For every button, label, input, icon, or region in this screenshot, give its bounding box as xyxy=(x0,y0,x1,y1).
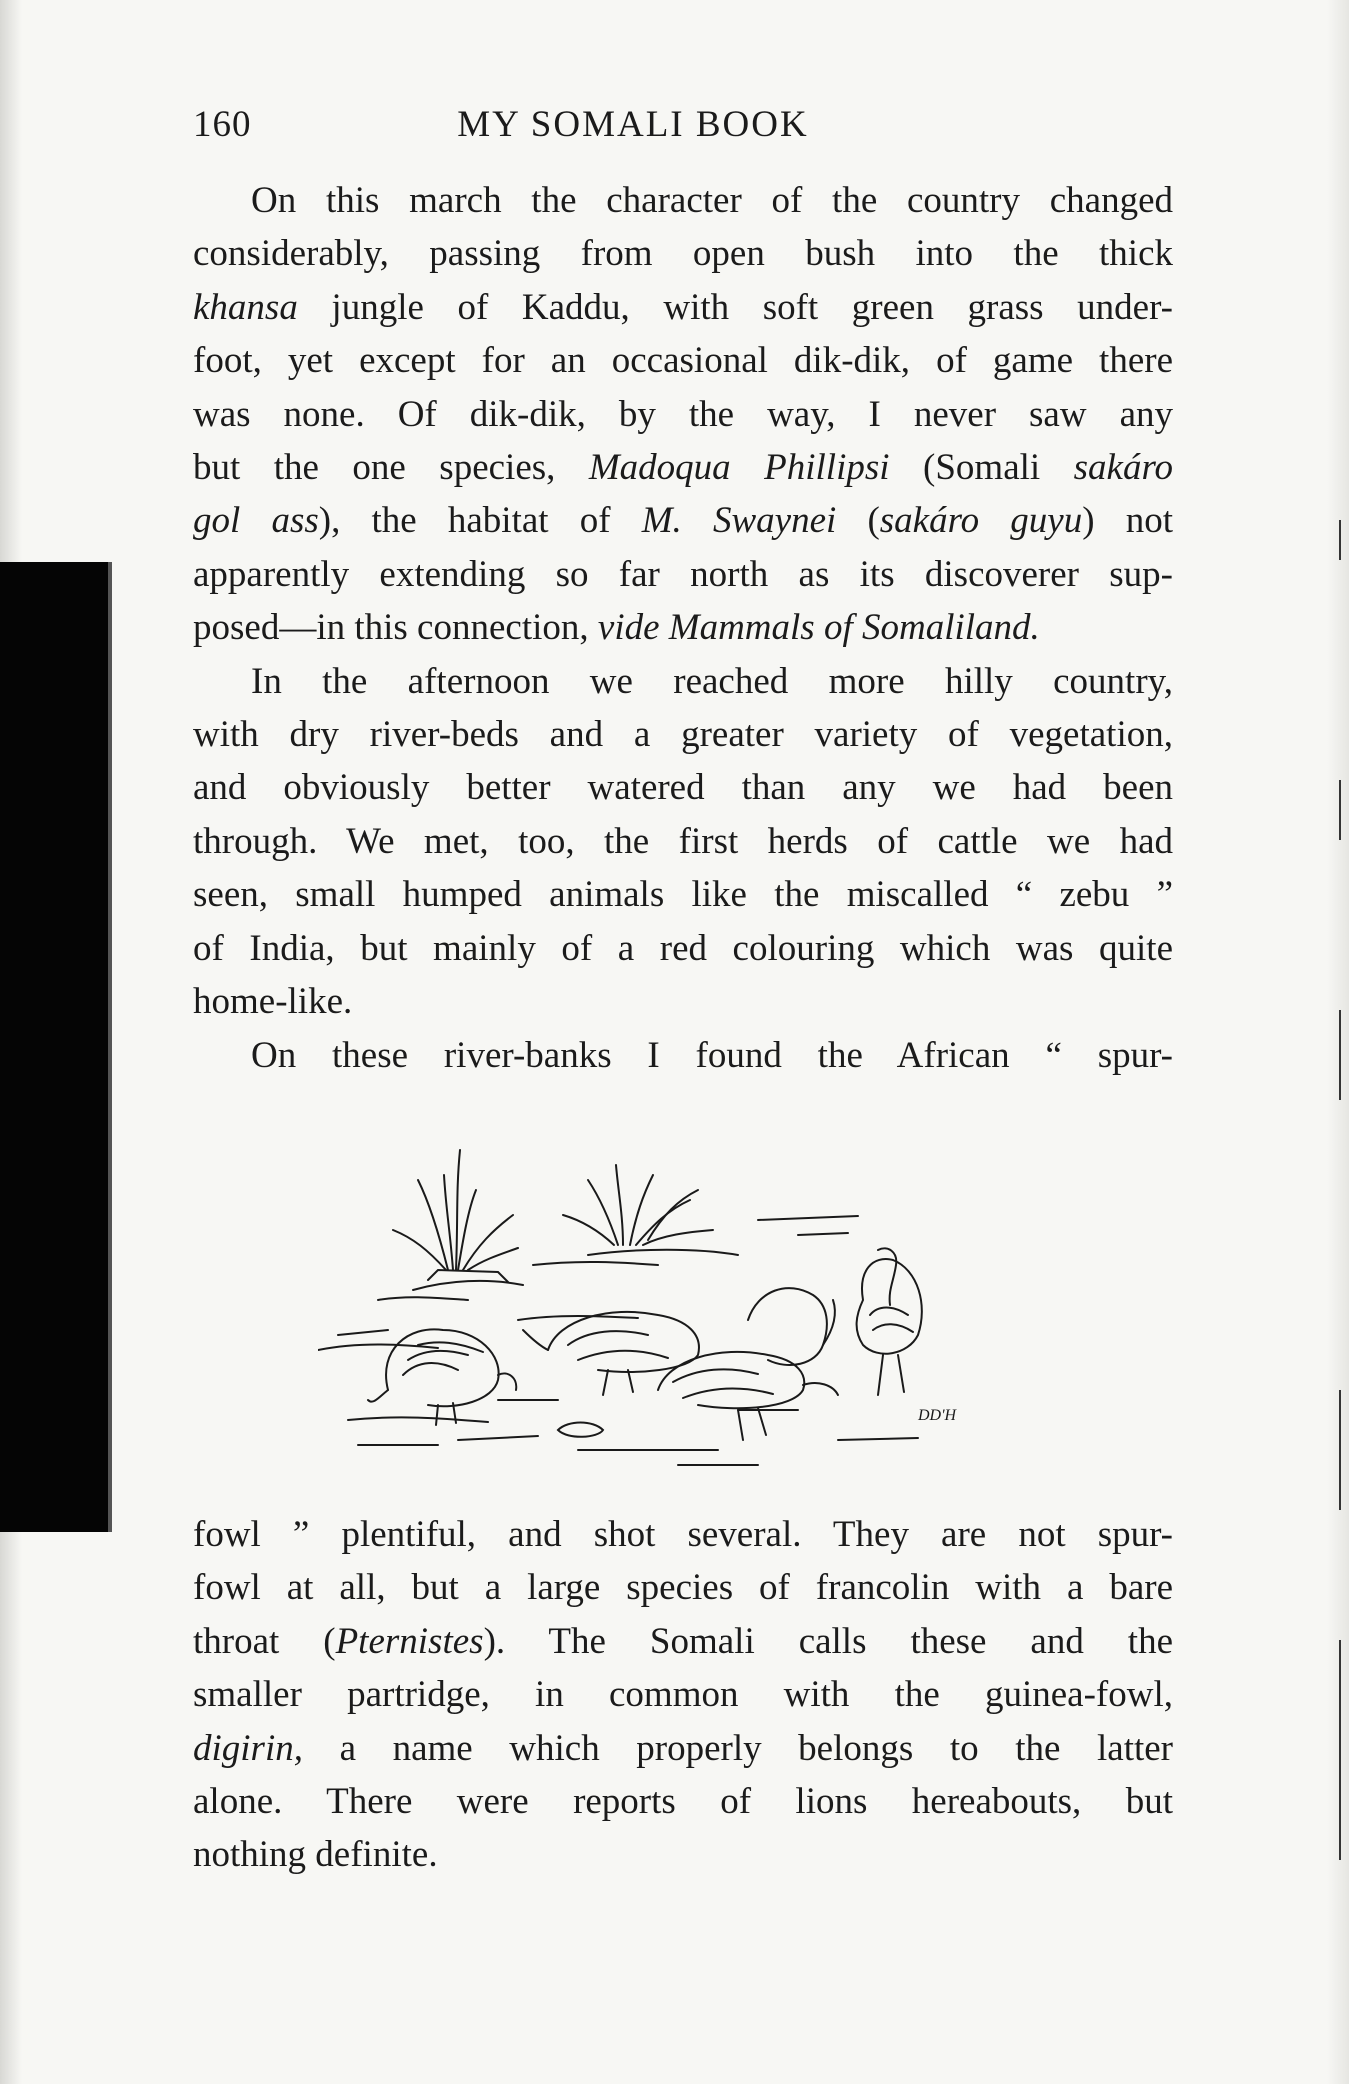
text-line: In the afternoon we reached more hilly country, xyxy=(251,660,1173,702)
illustration-signature: DD'H xyxy=(918,1407,957,1424)
text-line: On these river-banks I found the African “ spur- xyxy=(251,1034,1173,1076)
text-line: alone. There were reports of lions hereabouts, but xyxy=(193,1781,1173,1823)
water-lines xyxy=(318,1216,918,1465)
text-block-bottom xyxy=(193,1508,1173,1882)
spurfowl-illustration xyxy=(318,1120,1058,1490)
edge-mark xyxy=(1339,1010,1341,1100)
text-line: but the one species, Madoqua Phillipsi (Somali sakáro xyxy=(193,447,1173,489)
text-line: posed—in this connection, vide Mammals of Somaliland. xyxy=(193,607,1040,649)
text-line: was none. Of dik-dik, by the way, I never saw any xyxy=(193,393,1173,435)
text-line: home-like. xyxy=(193,981,353,1023)
text-line: foot, yet except for an occasional dik-dik, of game there xyxy=(193,340,1173,382)
text-line: nothing definite. xyxy=(193,1834,438,1876)
italic-khansa: khansa xyxy=(193,286,298,328)
text-line: and obviously better watered than any we had been xyxy=(193,767,1173,809)
paragraph-3 xyxy=(193,1029,1173,1082)
page-header xyxy=(193,103,1173,143)
text-line: apparently extending so far north as its discoverer sup- xyxy=(193,553,1173,595)
italic-pternistes: Pternistes xyxy=(335,1620,484,1662)
italic-species: Madoqua Phillipsi xyxy=(588,447,890,489)
black-tab xyxy=(0,562,112,1532)
text-line: gol ass), the habitat of M. Swaynei (sakáro guyu) not xyxy=(193,500,1173,542)
bird-center xyxy=(658,1352,838,1440)
text-line: fowl ” plentiful, and shot several. They are not spur- xyxy=(193,1514,1173,1555)
edge-mark xyxy=(1339,1640,1341,1860)
page-number: 160 xyxy=(193,104,252,145)
grass-tuft-right xyxy=(533,1165,738,1265)
italic-swaynei: M. Swaynei xyxy=(641,500,837,542)
paragraph-2 xyxy=(193,655,1173,1029)
edge-mark xyxy=(1339,780,1341,840)
text-line: considerably, passing from open bush into the thick xyxy=(193,233,1173,275)
running-title: MY SOMALI BOOK xyxy=(457,104,809,145)
grass-tuft-left xyxy=(378,1150,523,1300)
text-block-top xyxy=(193,174,1173,1082)
text-line: with dry river-beds and a greater variety of vegetation, xyxy=(193,714,1173,756)
text-line: through. We met, too, the first herds of cattle we had xyxy=(193,820,1173,862)
edge-mark xyxy=(1339,520,1341,560)
italic-vide: vide Mammals of Somaliland. xyxy=(597,607,1040,649)
text-line: of India, but mainly of a red colouring which was quite xyxy=(193,927,1173,969)
italic-digirin: digirin, xyxy=(193,1727,303,1769)
edge-mark xyxy=(1339,1390,1341,1510)
bird-right xyxy=(748,1248,922,1395)
italic-sakaro-guyu: sakáro guyu xyxy=(879,500,1083,542)
text-line: digirin, a name which properly belongs to the latter xyxy=(193,1727,1173,1769)
text-line: seen, small humped animals like the miscalled “ zebu ” xyxy=(193,874,1173,916)
stone xyxy=(558,1423,603,1437)
italic-sakaro: sakáro xyxy=(1073,447,1173,489)
text-line: On this march the character of the country changed xyxy=(251,180,1173,221)
italic-gol-ass: gol ass xyxy=(193,500,319,542)
paragraph-1 xyxy=(193,174,1173,655)
text-line: smaller partridge, in common with the guinea-fowl, xyxy=(193,1674,1173,1716)
paragraph-4 xyxy=(193,1508,1173,1882)
page-edge xyxy=(1327,0,1349,2084)
text-line: khansa jungle of Kaddu, with soft green grass under- xyxy=(193,286,1173,328)
text-line: throat (Pternistes). The Somali calls these and the xyxy=(193,1620,1173,1662)
text-line: fowl at all, but a large species of francolin with a bare xyxy=(193,1567,1173,1609)
